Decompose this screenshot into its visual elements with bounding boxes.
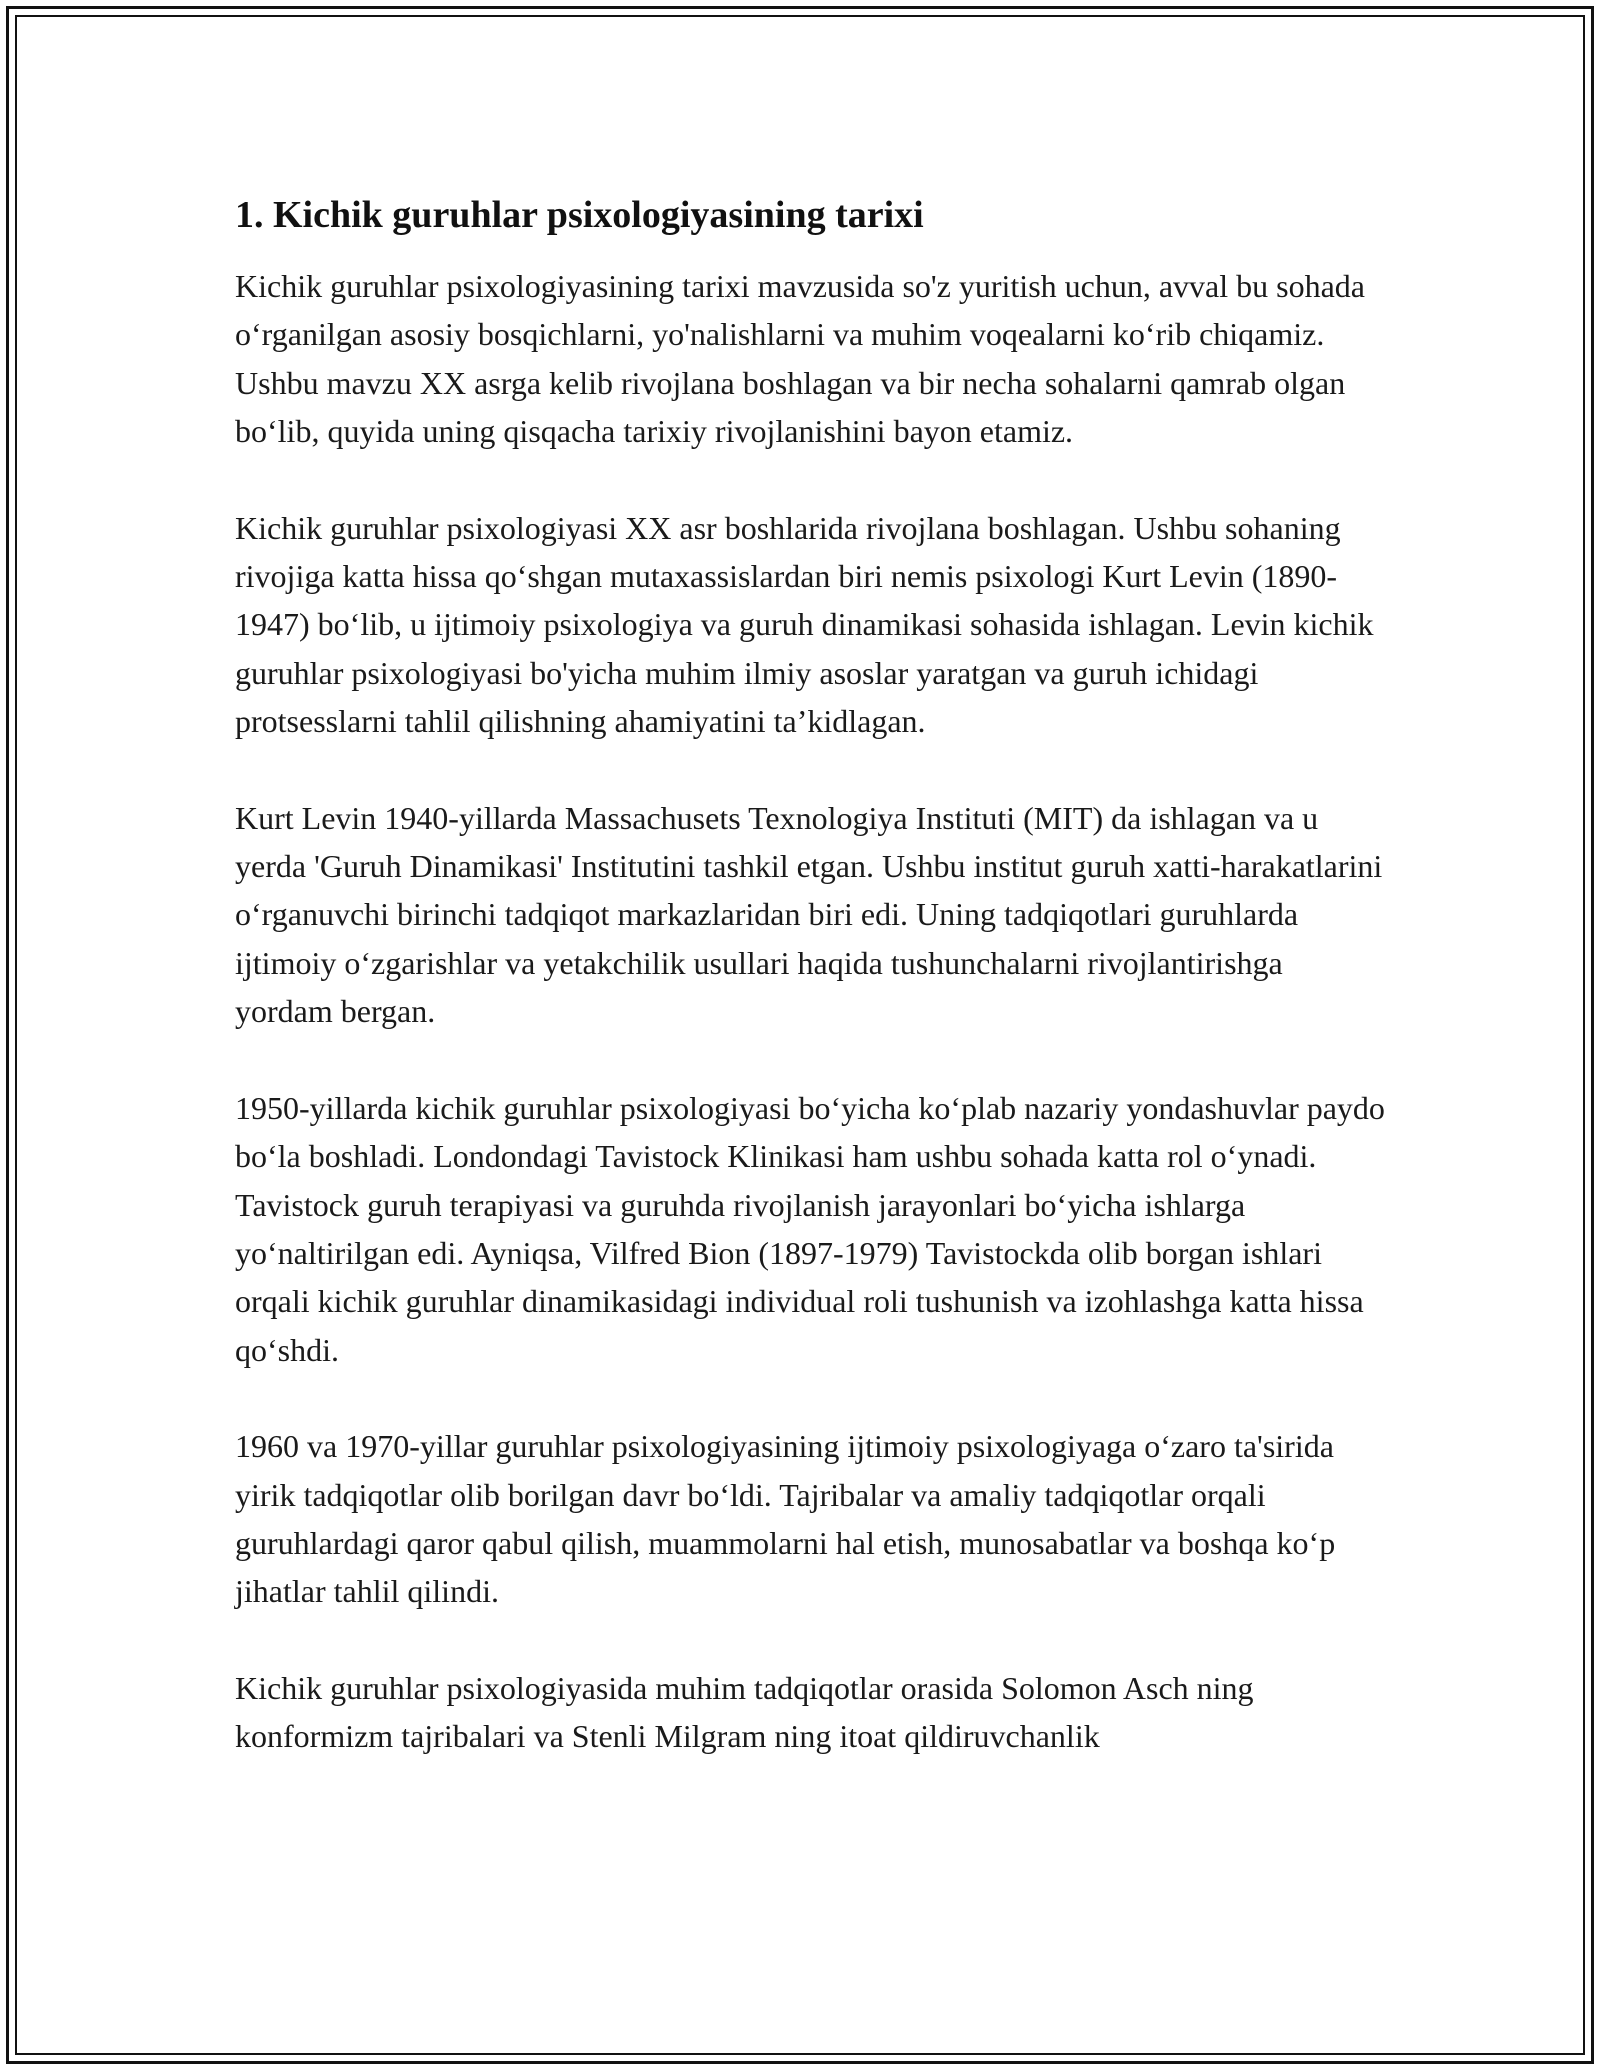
- paragraph-2: Kichik guruhlar psixologiyasi XX asr boshlarida rivojlana boshlagan. Ushbu sohaning rivojiga katta hissa qo‘shgan mutaxassislardan biri nemis psixologi Kurt Levin (1890-1947) bo‘lib, u ijtimoiy psixologiya va guruh dinamikasi sohasida ishlagan. Levin kichik guruhlar psixologiyasi bo'yicha muhim ilmiy asoslar yaratgan va guruh ichidagi protsesslarni tahlil qilishning ahamiyatini ta’kidlagan.: [235, 509, 1374, 740]
- paragraph-3: Kurt Levin 1940-yillarda Massachusets Texnologiya Instituti (MIT) da ishlagan va u yerda 'Guruh Dinamikasi' Institutini tashkil etgan. Ushbu institut guruh xatti-harakatlarini o‘rganuvchi birinchi tadqiqot markazlaridan biri edi. Uning tadqiqotlari guruhlarda ijtimoiy o‘zgarishlar va yetakchilik usullari haqida tushunchalarni rivojlantirishga yordam bergan.: [235, 799, 1383, 1030]
- paragraph-5: 1960 va 1970-yillar guruhlar psixologiyasining ijtimoiy psixologiyaga o‘zaro ta'sirida yirik tadqiqotlar olib borilgan davr bo‘ldi. Tajribalar va amaliy tadqiqotlar orqali guruhlardagi qaror qabul qilish, muammolarni hal etish, munosabatlar va boshqa ko‘p jihatlar tahlil qilindi.: [235, 1428, 1336, 1610]
- paragraph-4: 1950-yillarda kichik guruhlar psixologiyasi bo‘yicha ko‘plab nazariy yondashuvlar paydo bo‘la boshladi. Londondagi Tavistock Klinikasi ham ushbu sohada katta rol o‘ynadi. Tavistock guruh terapiyasi va guruhda rivojlanish jarayonlari bo‘yicha ishlarga yo‘naltirilgan edi. Ayniqsa, Vilfred Bion (1897-1979) Tavistockda olib borgan ishlari orqali kichik guruhlar dinamikasidagi individual roli tushunish va izohlashga katta hissa qo‘shdi.: [235, 1089, 1385, 1368]
- document-body: [235, 188, 1385, 1809]
- paragraph-6: Kichik guruhlar psixologiyasida muhim tadqiqotlar orasida Solomon Asch ning konformizm tajribalari va Stenli Milgram ning itoat qildiruvchanlik: [235, 1669, 1254, 1755]
- section-title: 1. Kichik guruhlar psixologiyasining tarixi: [235, 194, 924, 236]
- paragraph-1: Kichik guruhlar psixologiyasining tarixi mavzusida so'z yuritish uchun, avval bu sohada o‘rganilgan asosiy bosqichlarni, yo'nalishlarni va muhim voqealarni ko‘rib chiqamiz. Ushbu mavzu XX asrga kelib rivojlana boshlagan va bir necha sohalarni qamrab olgan bo‘lib, quyida uning qisqacha tarixiy rivojlanishini bayon etamiz.: [235, 268, 1365, 450]
